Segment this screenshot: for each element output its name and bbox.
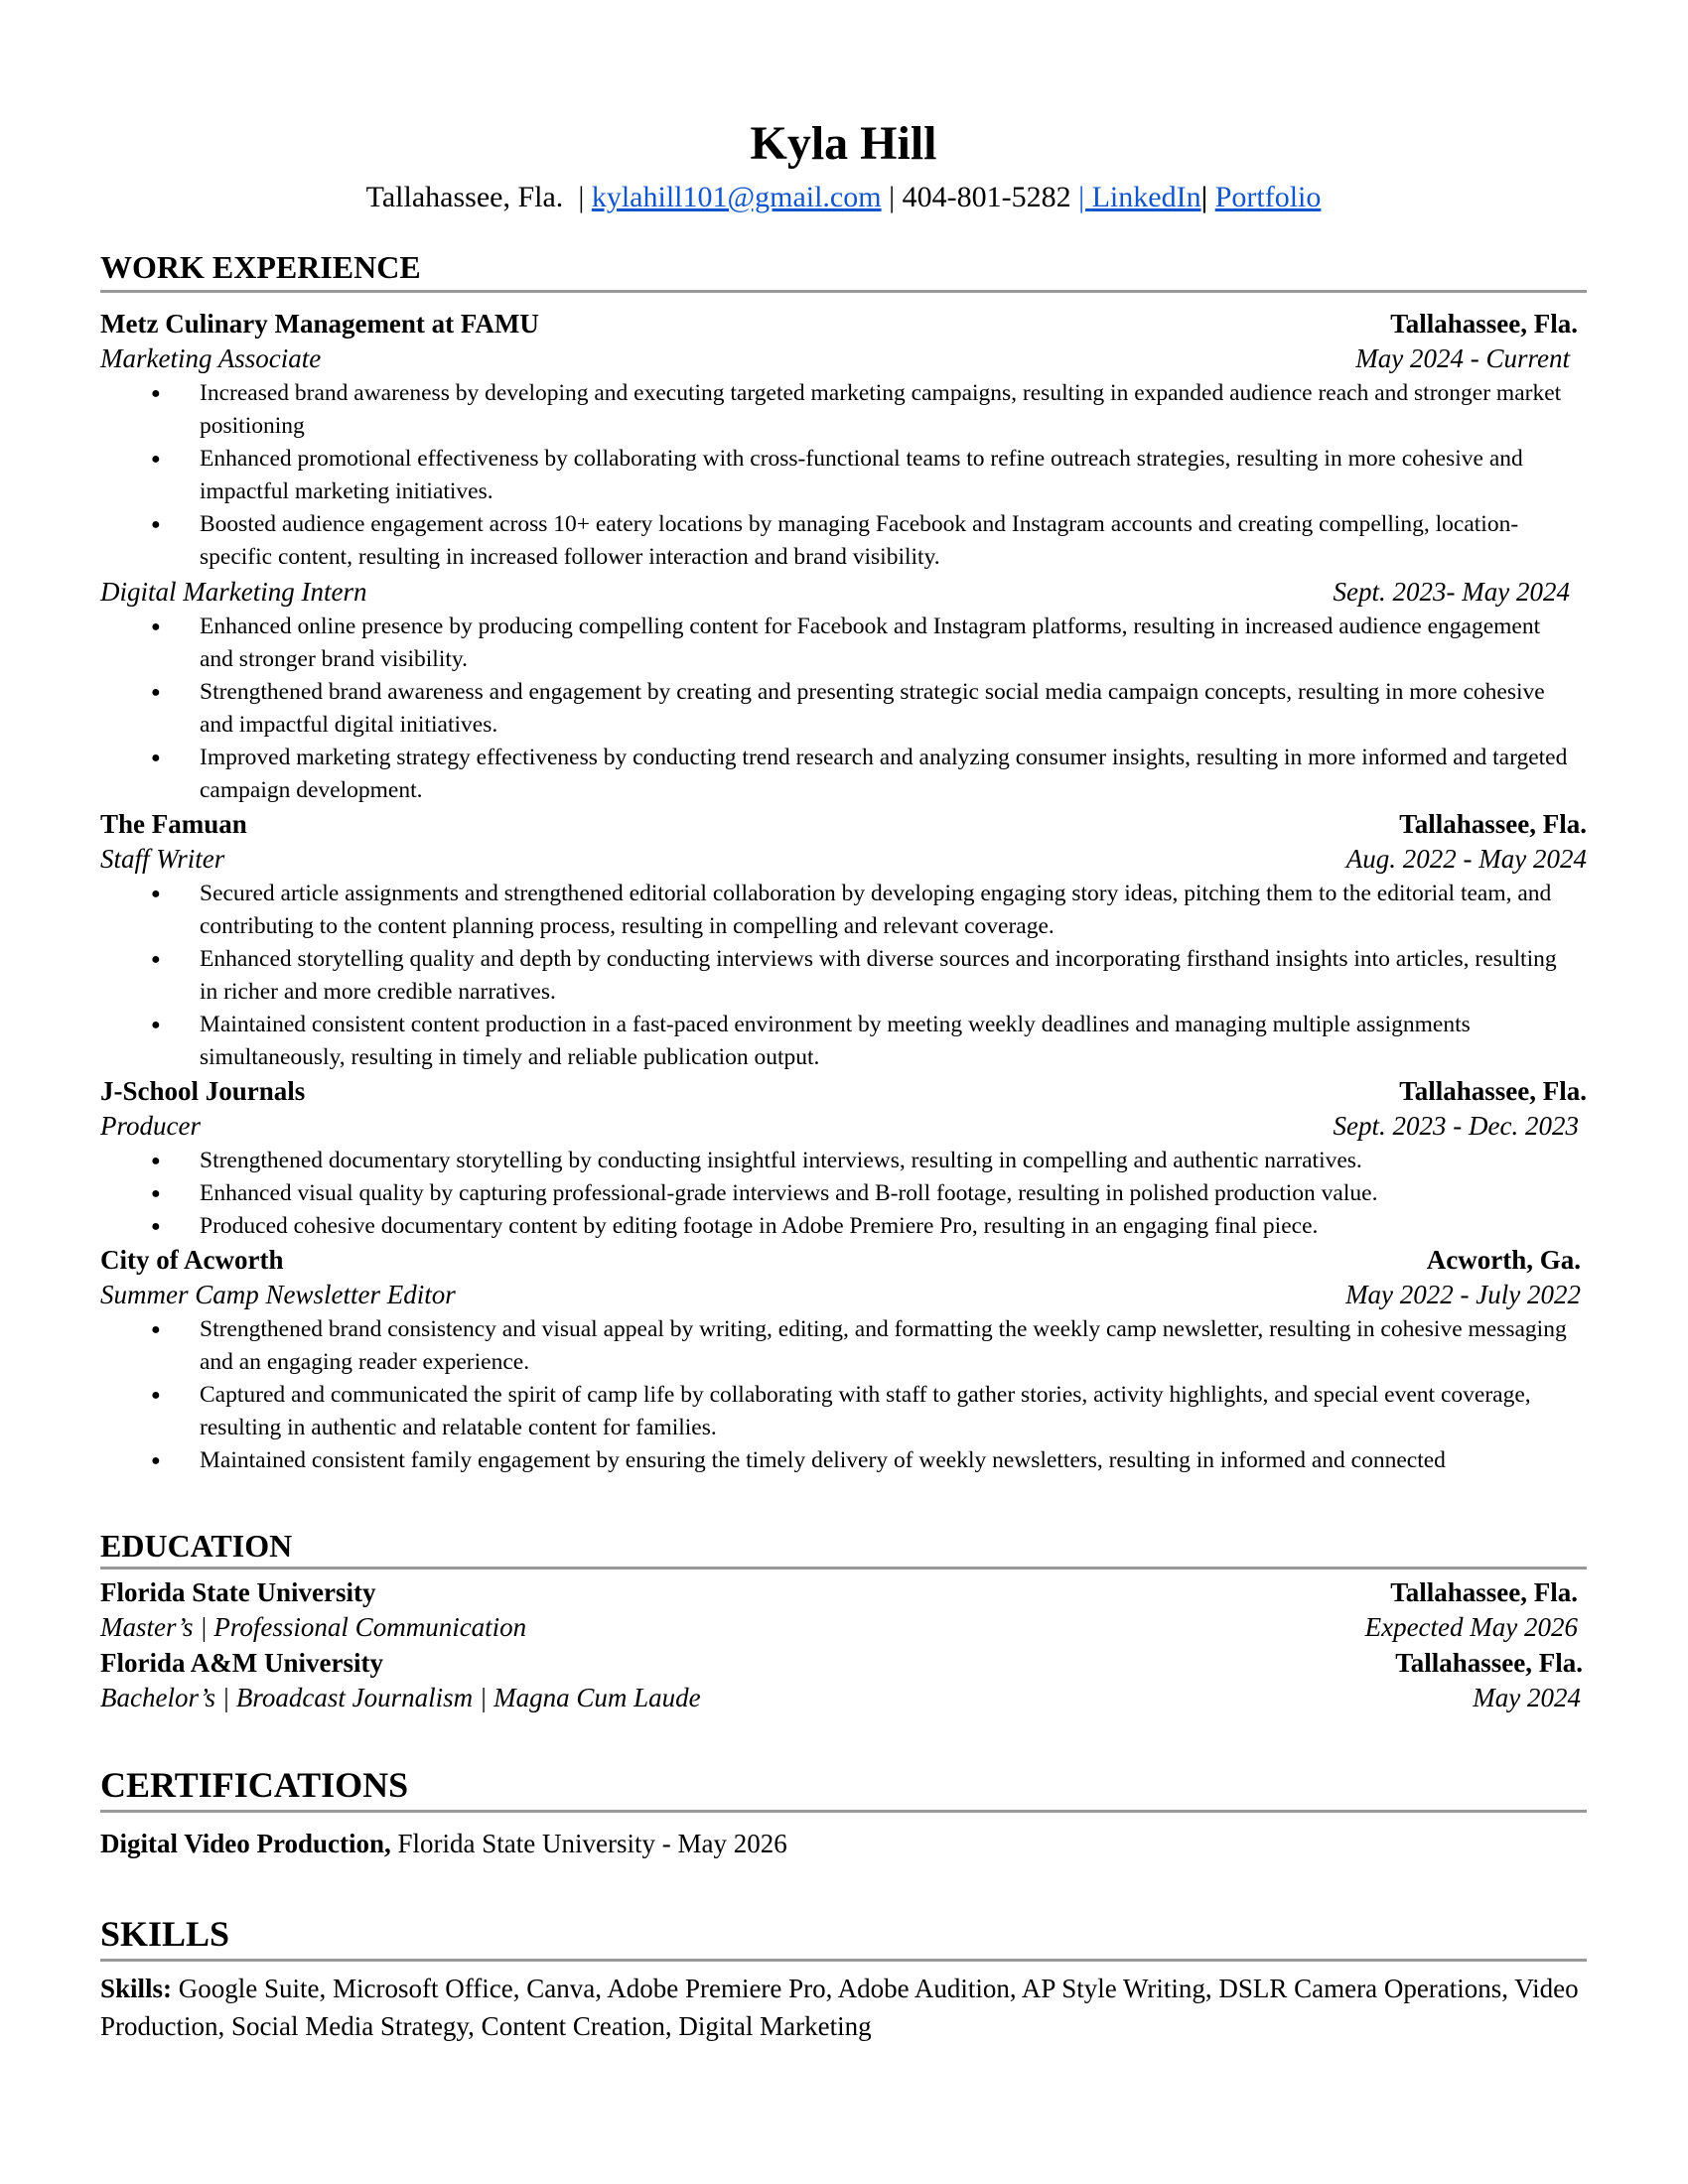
job-location: Acworth, Ga.: [1426, 1245, 1581, 1275]
section-title-certifications: CERTIFICATIONS: [100, 1765, 409, 1805]
job-role: Marketing Associate: [100, 343, 322, 373]
job-org-row: [100, 1243, 1587, 1277]
candidate-name: Kyla Hill: [750, 117, 937, 170]
job-bullet: ● Maintained consistent family engagement by ensuring the timely delivery of weekly newsletters, resulting in informed and connected: [100, 1444, 1587, 1477]
education-entry: [100, 1575, 1587, 1646]
job-bullets: [100, 377, 1587, 574]
certification-detail: Florida State University - May 2026: [397, 1829, 787, 1858]
work-experience-section: [100, 248, 1587, 1477]
job-location: Tallahassee, Fla.: [1390, 309, 1578, 339]
job-bullet: ● Enhanced online presence by producing compelling content for Facebook and Instagram platforms, resulting in increased audience engagement and stronger brand visibility.: [100, 611, 1587, 676]
skills-label: Skills:: [100, 1974, 173, 2003]
section-title-skills: SKILLS: [100, 1914, 230, 1954]
job-dates: May 2024 - Current: [1355, 343, 1570, 373]
job-role-row: [100, 1277, 1587, 1313]
job-dates: Aug. 2022 - May 2024: [1345, 844, 1587, 874]
job-role: Producer: [100, 1111, 201, 1141]
job-bullet: ● Captured and communicated the spirit of camp life by collaborating with staff to gather stories, activity highlights, and special event coverage, resulting in authentic and relatable content for families.: [100, 1379, 1587, 1444]
job-bullets: [100, 878, 1587, 1074]
phone-text: 404-801-5282: [902, 181, 1071, 213]
email-link[interactable]: kylahill101@gmail.com: [591, 181, 882, 213]
job-org: The Famuan: [100, 809, 247, 839]
job-role: Staff Writer: [100, 844, 225, 874]
job-location: Tallahassee, Fla.: [1399, 1076, 1587, 1106]
job-role: Digital Marketing Intern: [100, 577, 367, 607]
job-org-row: [100, 307, 1587, 341]
section-divider: [100, 290, 1587, 293]
job-bullet: ● Maintained consistent content production in a fast-paced environment by meeting weekly deadlines and managing multiple assignments simultaneously, resulting in timely and reliable publication output.: [100, 1009, 1587, 1074]
certifications-section: [100, 1764, 1587, 1860]
school-name: Florida A&M University: [100, 1648, 383, 1678]
degree-row: [100, 1680, 1587, 1716]
job-dates: May 2022 - July 2022: [1345, 1280, 1581, 1309]
job-org: City of Acworth: [100, 1245, 284, 1275]
degree-row: [100, 1609, 1587, 1646]
section-title-education: EDUCATION: [100, 1528, 293, 1564]
job-org-row: [100, 1074, 1587, 1108]
job-dates: Sept. 2023- May 2024: [1333, 577, 1570, 607]
job-bullet: ● Increased brand awareness by developing and executing targeted marketing campaigns, resulting in expanded audience reach and stronger market positioning: [100, 377, 1587, 443]
job-bullet: ● Enhanced promotional effectiveness by collaborating with cross-functional teams to refine outreach strategies, resulting in more cohesive and impactful marketing initiatives.: [100, 443, 1587, 508]
job-dates: Sept. 2023 - Dec. 2023: [1333, 1111, 1579, 1141]
job-bullet: ● Boosted audience engagement across 10+ eatery locations by managing Facebook and Instagram accounts and creating compelling, location-specific content, resulting in increased follower interaction and brand visibility.: [100, 508, 1587, 574]
section-title-work: WORK EXPERIENCE: [100, 249, 421, 285]
job-bullet: ● Enhanced visual quality by capturing professional-grade interviews and B-roll footage, resulting in polished production value.: [100, 1177, 1587, 1210]
degree-date: Expected May 2026: [1364, 1612, 1578, 1642]
job-role-row: [100, 841, 1587, 878]
job-org: J-School Journals: [100, 1076, 306, 1106]
job-location: Tallahassee, Fla.: [1399, 809, 1587, 839]
skills-text: [100, 1970, 1587, 2045]
job-bullet: ● Strengthened documentary storytelling by conducting insightful interviews, resulting in compelling and authentic narratives.: [100, 1145, 1587, 1177]
school-row: [100, 1646, 1587, 1680]
job-role: Summer Camp Newsletter Editor: [100, 1280, 456, 1309]
school-location: Tallahassee, Fla.: [1395, 1648, 1583, 1678]
skills-list: Google Suite, Microsoft Office, Canva, Adobe Premiere Pro, Adobe Audition, AP Style Writing, DSLR Camera Operations, Video Production, Social Media Strategy, Content Creation, Digital Marketing: [100, 1974, 1579, 2041]
job-role-row: [100, 341, 1587, 377]
school-row: [100, 1575, 1587, 1609]
school-name: Florida State University: [100, 1577, 376, 1607]
education-section: [100, 1527, 1587, 1716]
certification-name: Digital Video Production,: [100, 1829, 391, 1858]
job-entry: [100, 1243, 1587, 1477]
job-bullet: ● Strengthened brand consistency and visual appeal by writing, editing, and formatting the weekly camp newsletter, resulting in cohesive messaging and an engaging reader experience.: [100, 1313, 1587, 1379]
job-bullets: [100, 1313, 1587, 1477]
education-entry: [100, 1646, 1587, 1716]
portfolio-link[interactable]: Portfolio: [1214, 181, 1322, 213]
contact-line: Tallahassee, Fla. | kylahill101@gmail.com | 404-801-5282 | LinkedIn| Portfolio: [365, 181, 1322, 213]
degree-date: May 2024: [1473, 1683, 1581, 1712]
job-org: Metz Culinary Management at FAMU: [100, 309, 539, 339]
job-entry: [100, 807, 1587, 1074]
job-bullet: ● Enhanced storytelling quality and depth by conducting interviews with diverse sources and incorporating firsthand insights into articles, resulting in richer and more credible narratives.: [100, 943, 1587, 1009]
section-divider: [100, 1567, 1587, 1570]
job-bullet: ● Produced cohesive documentary content by editing footage in Adobe Premiere Pro, resulting in an engaging final piece.: [100, 1210, 1587, 1243]
job-entry: [100, 307, 1587, 807]
certification-entry: [100, 1827, 1587, 1860]
school-location: Tallahassee, Fla.: [1390, 1577, 1578, 1607]
location-text: Tallahassee, Fla.: [365, 181, 564, 213]
linkedin-link[interactable]: | LinkedIn: [1078, 181, 1201, 213]
job-bullets: [100, 611, 1587, 807]
job-bullet: ● Improved marketing strategy effectiveness by conducting trend research and analyzing consumer insights, resulting in more informed and targeted campaign development.: [100, 742, 1587, 807]
job-bullets: [100, 1145, 1587, 1243]
section-divider: [100, 1810, 1587, 1813]
skills-section: [100, 1913, 1587, 2045]
resume-page: [100, 0, 1587, 2041]
job-org-row: [100, 807, 1587, 841]
section-divider: [100, 1959, 1587, 1962]
job-entry: [100, 1074, 1587, 1243]
job-role-row: [100, 1108, 1587, 1145]
job-bullet: ● Strengthened brand awareness and engagement by creating and presenting strategic social media campaign concepts, resulting in more cohesive and impactful digital initiatives.: [100, 676, 1587, 742]
degree: Master’s | Professional Communication: [100, 1612, 527, 1642]
job-bullet: ● Secured article assignments and strengthened editorial collaboration by developing engaging story ideas, pitching them to the editorial team, and contributing to the content planning process, resulting in compelling and relevant coverage.: [100, 878, 1587, 943]
job-role-row: [100, 574, 1587, 611]
degree: Bachelor’s | Broadcast Journalism | Magna Cum Laude: [100, 1683, 701, 1712]
